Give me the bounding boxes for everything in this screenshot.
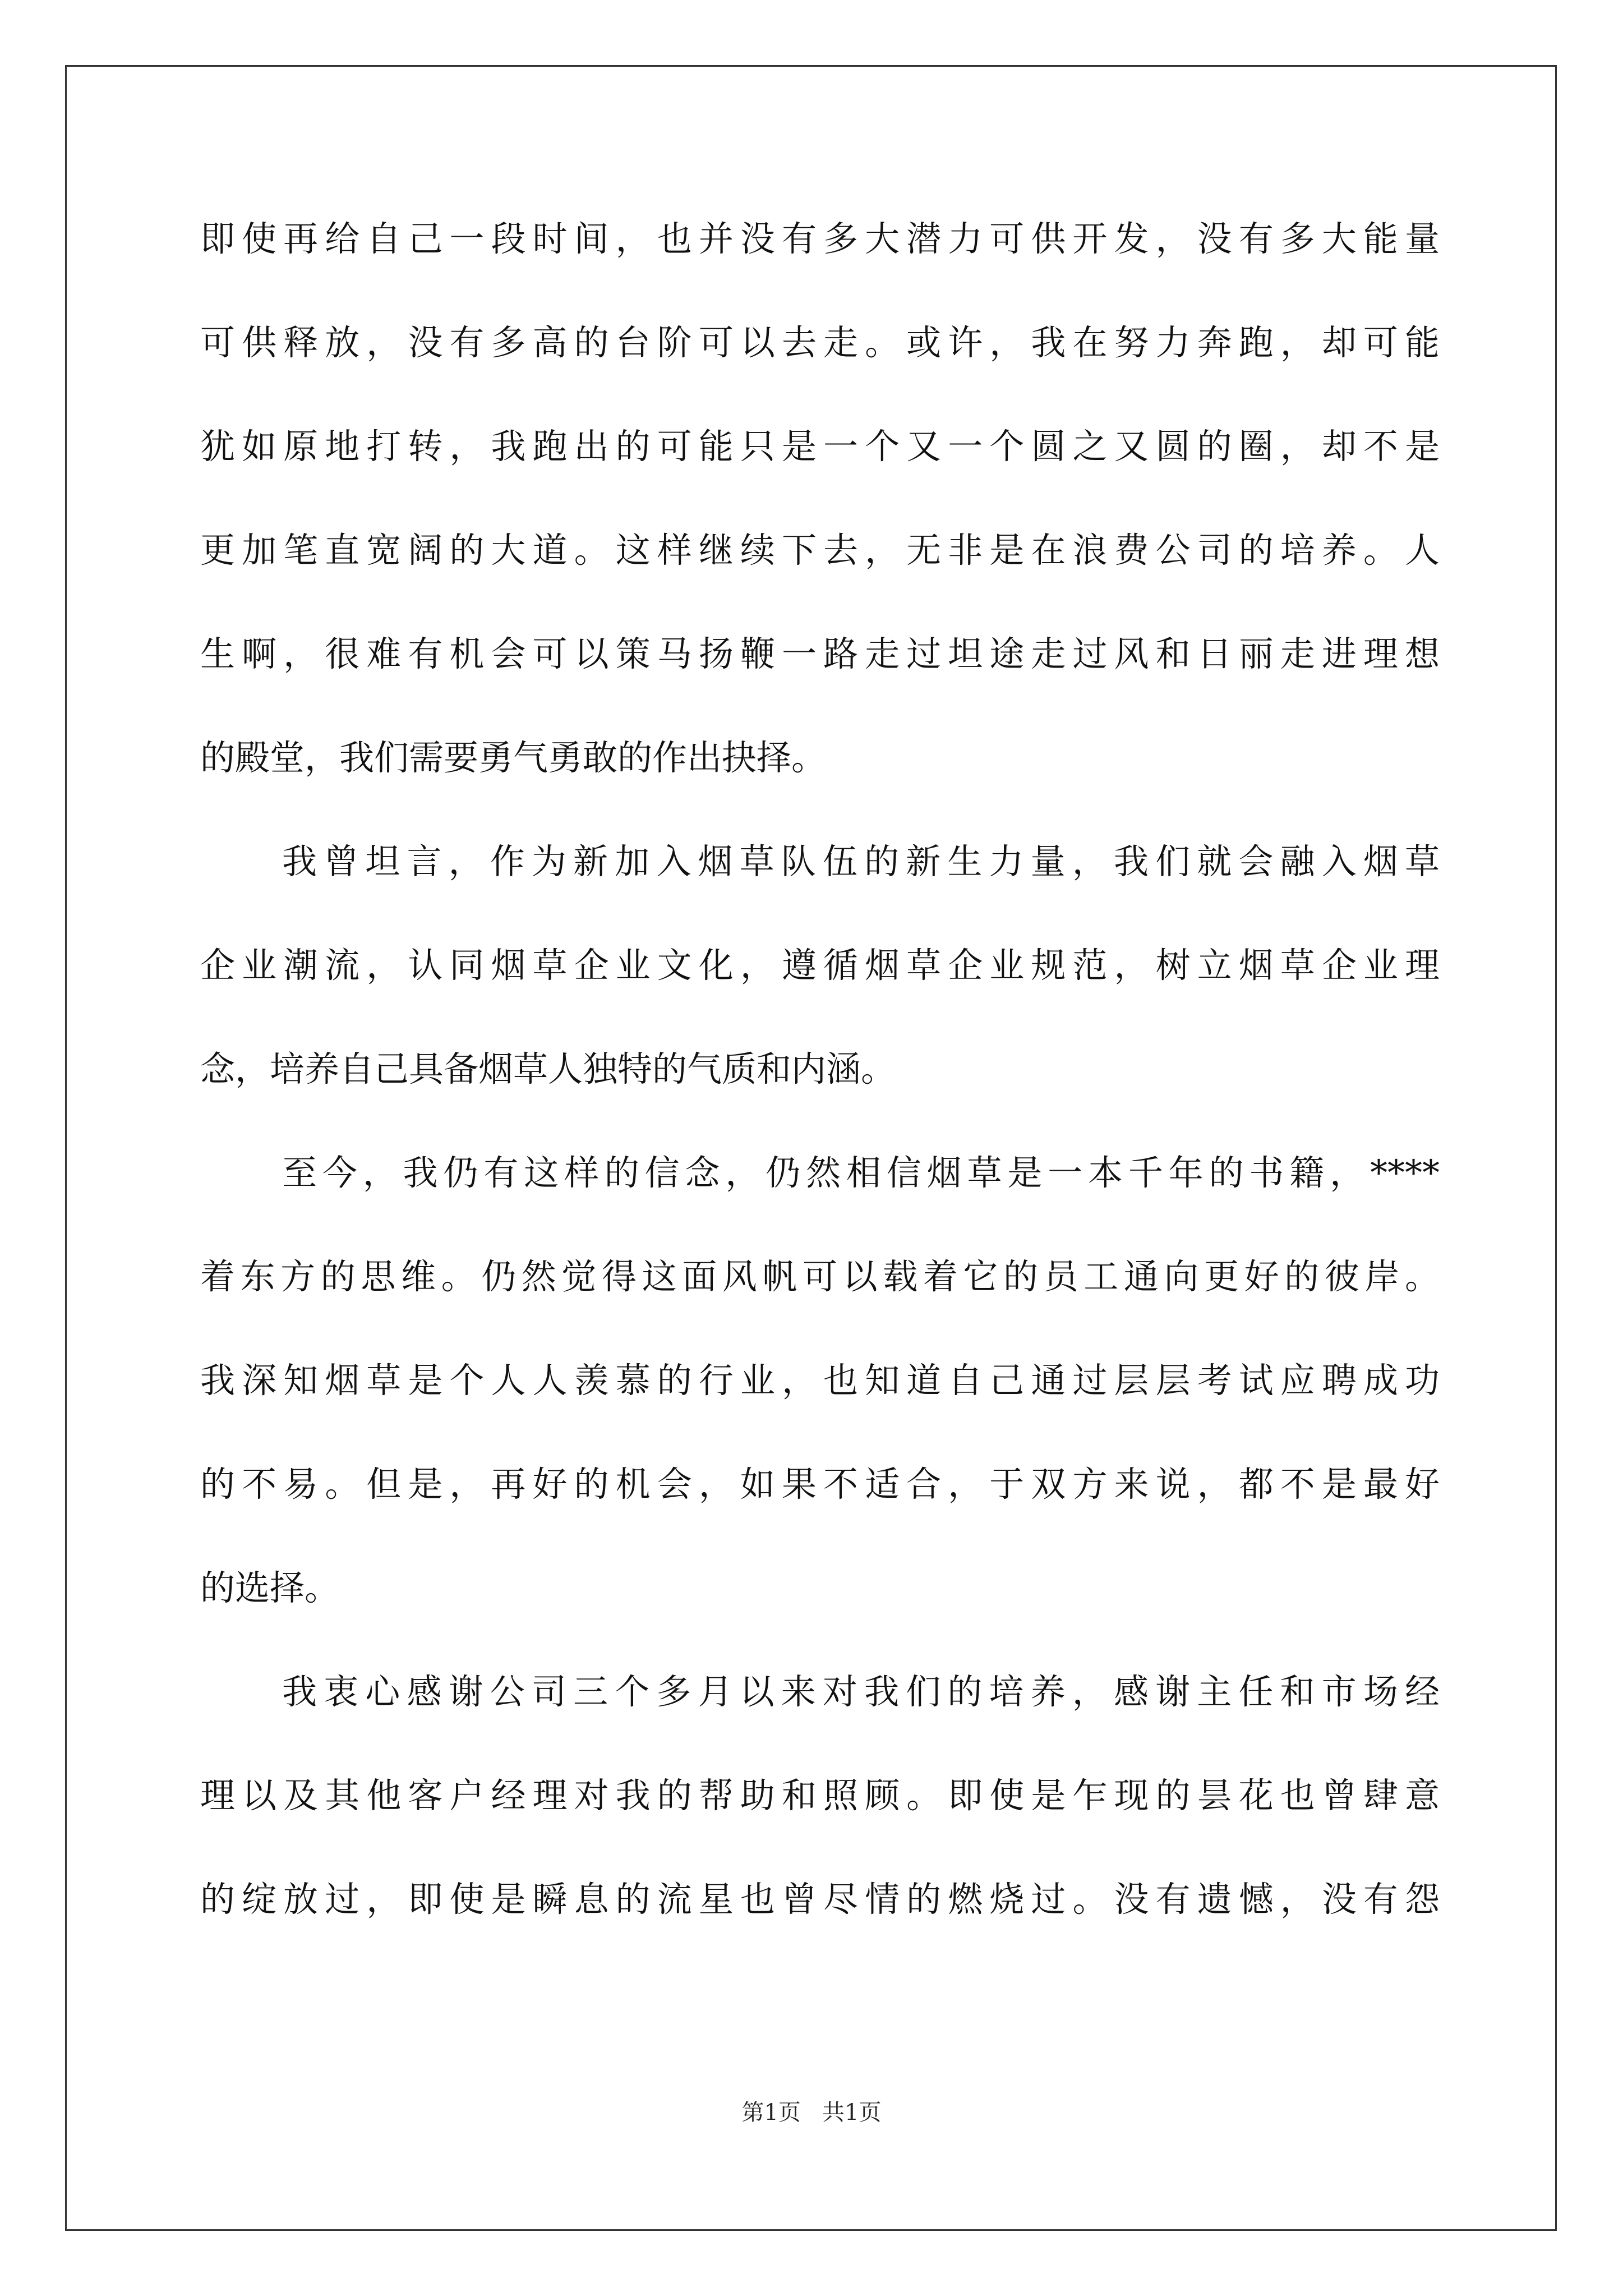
text-line: 我深知烟草是个人人羡慕的行业，也知道自己通过层层考试应聘成功 (200, 1360, 1440, 1401)
text-line: 犹如原地打转，我跑出的可能只是一个又一个圆之又圆的圈，却不是 (200, 426, 1440, 467)
text-line: 更加笔直宽阔的大道。这样继续下去，无非是在浪费公司的培养。人 (200, 530, 1440, 570)
text-line: 的殿堂，我们需要勇气勇敢的作出抉择。 (200, 737, 827, 778)
document-body (200, 220, 1440, 1984)
text-line: 生啊，很难有机会可以策马扬鞭一路走过坦途走过风和日丽走进理想 (200, 633, 1440, 674)
text-line: 即使再给自己一段时间，也并没有多大潜力可供开发，没有多大能量 (200, 218, 1440, 259)
text-line: 的不易。但是，再好的机会，如果不适合，于双方来说，都不是最好 (200, 1464, 1440, 1504)
text-line: 企业潮流，认同烟草企业文化，遵循烟草企业规范，树立烟草企业理 (200, 945, 1440, 986)
text-line: 理以及其他客户经理对我的帮助和照顾。即使是乍现的昙花也曾肆意 (200, 1775, 1440, 1816)
text-line: 念，培养自己具备烟草人独特的气质和内涵。 (200, 1048, 896, 1089)
text-line: 的绽放过，即使是瞬息的流星也曾尽情的燃烧过。没有遗憾，没有怨 (200, 1879, 1440, 1920)
text-line: 至今，我仍有这样的信念，仍然相信烟草是一本千年的书籍，**** (282, 1152, 1440, 1193)
page-number-footer: 第1页 共1页 (741, 2100, 882, 2125)
text-line: 的选择。 (200, 1567, 340, 1608)
text-line: 我曾坦言，作为新加入烟草队伍的新生力量，我们就会融入烟草 (282, 841, 1440, 882)
text-line: 可供释放，没有多高的台阶可以去走。或许，我在努力奔跑，却可能 (200, 322, 1440, 363)
text-line: 我衷心感谢公司三个多月以来对我们的培养，感谢主任和市场经 (282, 1671, 1440, 1712)
text-line: 着东方的思维。仍然觉得这面风帆可以载着它的员工通向更好的彼岸。 (200, 1256, 1440, 1297)
